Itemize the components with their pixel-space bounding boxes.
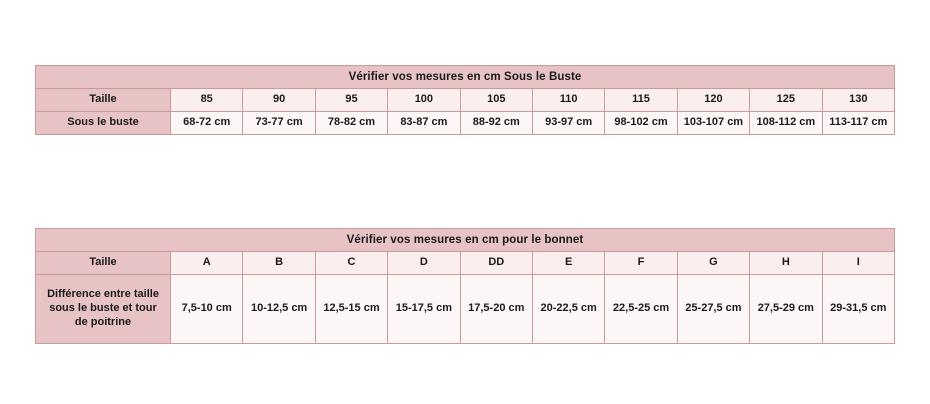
bust-row-label: Sous le buste <box>36 112 171 135</box>
cup-value-cell: 25-27,5 cm <box>677 275 749 344</box>
bust-header-cell: 105 <box>460 89 532 112</box>
bust-value-cell: 113-117 cm <box>822 112 894 135</box>
bust-value-cell: 68-72 cm <box>171 112 243 135</box>
cup-value-cell: 7,5-10 cm <box>171 275 243 344</box>
cup-header-cell: A <box>171 252 243 275</box>
bust-value-cell: 108-112 cm <box>750 112 822 135</box>
bust-header-cell: 120 <box>677 89 749 112</box>
cup-table-title-row <box>36 229 895 252</box>
cup-value-cell: 29-31,5 cm <box>822 275 894 344</box>
cup-header-cell: F <box>605 252 677 275</box>
cup-row-label-line: Différence entre taille <box>47 288 159 301</box>
bust-header-cell: 110 <box>532 89 604 112</box>
cup-value-cell: 22,5-25 cm <box>605 275 677 344</box>
cup-size-table <box>35 228 895 344</box>
bust-header-cell: 100 <box>388 89 460 112</box>
cup-header-cell: C <box>315 252 387 275</box>
bust-value-cell: 98-102 cm <box>605 112 677 135</box>
cup-header-label: Taille <box>36 252 171 275</box>
cup-header-cell: B <box>243 252 315 275</box>
cup-header-cell: I <box>822 252 894 275</box>
bust-size-table <box>35 65 895 135</box>
cup-row-label <box>36 275 171 344</box>
cup-row-label-line: sous le buste et tour <box>49 302 157 315</box>
bust-table-title-row <box>36 66 895 89</box>
bust-header-cell: 85 <box>171 89 243 112</box>
bust-value-cell: 93-97 cm <box>532 112 604 135</box>
cup-row-label-line: de poitrine <box>74 315 132 328</box>
bust-header-label: Taille <box>36 89 171 112</box>
cup-table-header-row <box>36 252 895 275</box>
bust-value-cell: 78-82 cm <box>315 112 387 135</box>
cup-header-cell: E <box>532 252 604 275</box>
cup-value-cell: 15-17,5 cm <box>388 275 460 344</box>
table-row <box>36 275 895 344</box>
cup-value-cell: 20-22,5 cm <box>532 275 604 344</box>
cup-value-cell: 10-12,5 cm <box>243 275 315 344</box>
bust-header-cell: 90 <box>243 89 315 112</box>
bust-header-cell: 125 <box>750 89 822 112</box>
bust-header-cell: 130 <box>822 89 894 112</box>
bust-header-cell: 115 <box>605 89 677 112</box>
cup-header-cell: D <box>388 252 460 275</box>
bust-table-header-row <box>36 89 895 112</box>
cup-header-cell: H <box>750 252 822 275</box>
cup-value-cell: 27,5-29 cm <box>750 275 822 344</box>
cup-table-title: Vérifier vos mesures en cm pour le bonnet <box>36 229 895 252</box>
cup-value-cell: 12,5-15 cm <box>315 275 387 344</box>
bust-value-cell: 73-77 cm <box>243 112 315 135</box>
cup-value-cell: 17,5-20 cm <box>460 275 532 344</box>
bust-value-cell: 88-92 cm <box>460 112 532 135</box>
bust-value-cell: 103-107 cm <box>677 112 749 135</box>
bust-table-title: Vérifier vos mesures en cm Sous le Buste <box>36 66 895 89</box>
bust-value-cell: 83-87 cm <box>388 112 460 135</box>
table-row <box>36 112 895 135</box>
cup-header-cell: G <box>677 252 749 275</box>
cup-header-cell: DD <box>460 252 532 275</box>
bust-header-cell: 95 <box>315 89 387 112</box>
